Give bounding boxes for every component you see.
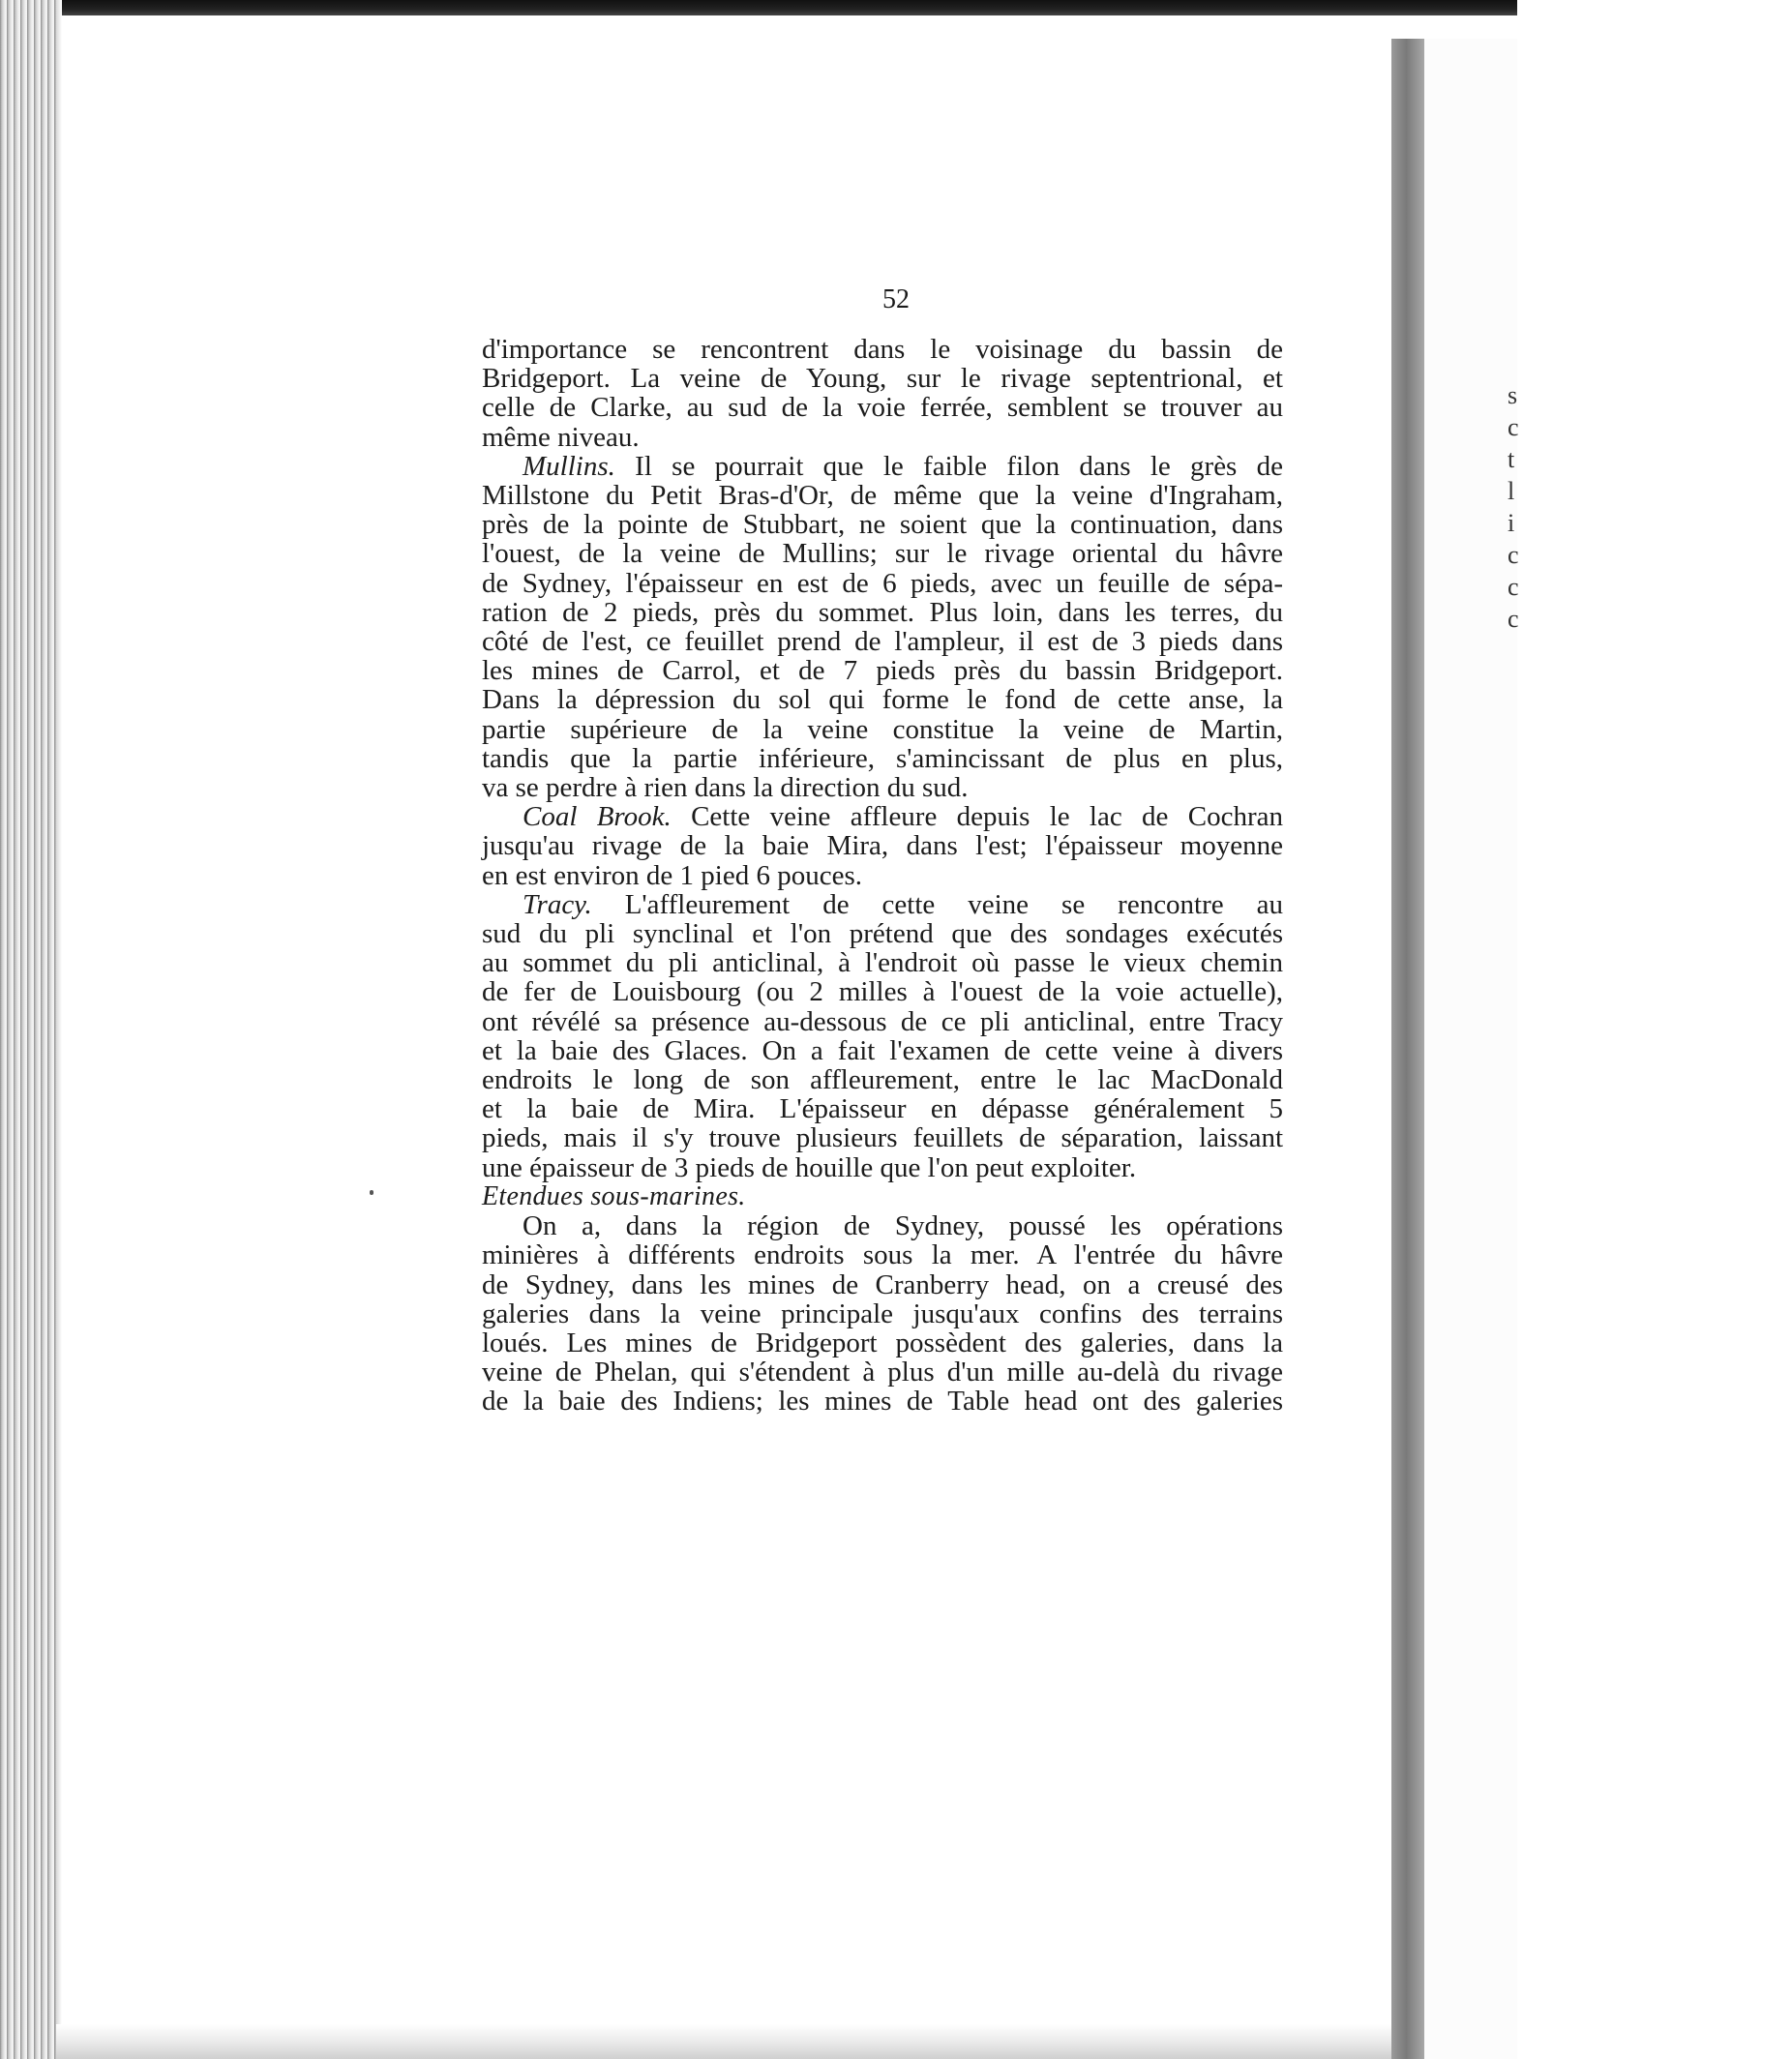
facing-edge-letter: s xyxy=(1508,381,1518,409)
text-line: Tracy. L'affleurement de cette veine se rencontre au xyxy=(523,888,1283,920)
facing-edge-letter: i xyxy=(1508,509,1515,537)
text-line: Dans la dépression du sol qui forme le fond de cette anse, la xyxy=(482,684,1283,716)
facing-edge-letter: c xyxy=(1508,413,1519,441)
paragraph xyxy=(482,1211,1283,1416)
book-gutter xyxy=(1391,39,1424,2059)
paragraph-list xyxy=(482,335,1283,1182)
paragraph xyxy=(482,335,1283,452)
text-line: Coal Brook. Cette veine affleure depuis le lac de Cochran xyxy=(523,801,1283,833)
lead-italic-term: Tracy. xyxy=(523,888,592,920)
text-line: celle de Clarke, au sud de la voie ferrée, semblent se trouver au xyxy=(482,392,1283,424)
text-line: ration de 2 pieds, près du sommet. Plus loin, dans les terres, du xyxy=(482,596,1283,628)
text-line: l'ouest, de la veine de Mullins; sur le rivage oriental du hâvre xyxy=(482,538,1283,570)
text-line: partie supérieure de la veine constitue la veine de Martin, xyxy=(482,713,1283,745)
text-line: les mines de Carrol, et de 7 pieds près du bassin Bridgeport. xyxy=(482,655,1283,687)
text-line: même niveau. xyxy=(482,421,640,453)
text-line: loués. Les mines de Bridgeport possèdent des galeries, dans la xyxy=(482,1327,1283,1358)
text-line: On a, dans la région de Sydney, poussé les opérations xyxy=(523,1210,1283,1242)
stray-ink-mark xyxy=(370,1190,373,1195)
text-line: galeries dans la veine principale jusqu'aux confins des terrains xyxy=(482,1298,1283,1329)
text-line: jusqu'au rivage de la baie Mira, dans l'est; l'épaisseur moyenne xyxy=(482,830,1283,862)
lead-italic-term: Mullins. xyxy=(523,450,615,482)
facing-edge-letter: c xyxy=(1508,541,1519,569)
paragraph xyxy=(482,890,1283,1182)
paragraph xyxy=(482,452,1283,802)
text-line: tandis que la partie inférieure, s'amincissant de plus en plus, xyxy=(482,742,1283,774)
text-line: Mullins. Il se pourrait que le faible filon dans le grès de xyxy=(523,450,1283,482)
text-line: au sommet du pli anticlinal, à l'endroit où passe le vieux chemin xyxy=(482,947,1283,979)
text-line: en est environ de 1 pied 6 pouces. xyxy=(482,859,863,891)
facing-page xyxy=(1424,39,1517,2059)
text-line: de la baie des Indiens; les mines de Table head ont des galeries xyxy=(482,1386,1283,1417)
text-line: de Sydney, l'épaisseur en est de 6 pieds, avec un feuille de sépa- xyxy=(482,567,1283,599)
text-line: de Sydney, dans les mines de Cranberry head, on a creusé des xyxy=(482,1268,1283,1300)
lead-italic-term: Coal Brook. xyxy=(523,801,672,833)
section-heading: Etendues sous-marines. xyxy=(482,1180,746,1211)
text-line: va se perdre à rien dans la direction du sud. xyxy=(482,772,969,804)
text-line: veine de Phelan, qui s'étendent à plus d'un mille au-delà du rivage xyxy=(482,1357,1283,1388)
page-number: 52 xyxy=(882,284,910,314)
facing-page-edge-letters xyxy=(1508,379,1519,635)
facing-edge-letter: l xyxy=(1508,477,1515,505)
text-line: Millstone du Petit Bras-d'Or, de même que la veine d'Ingraham, xyxy=(482,480,1283,512)
facing-edge-letter: c xyxy=(1508,605,1519,633)
text-line: côté de l'est, ce feuillet prend de l'ampleur, il est de 3 pieds dans xyxy=(482,626,1283,658)
text-line: pieds, mais il s'y trouve plusieurs feuillets de séparation, laissant xyxy=(482,1122,1283,1154)
paragraph xyxy=(482,802,1283,890)
section-body xyxy=(482,1211,1283,1416)
scan-top-edge xyxy=(0,0,1517,15)
text-line: et la baie de Mira. L'épaisseur en dépasse généralement 5 xyxy=(482,1093,1283,1125)
page-bottom-shadow xyxy=(56,2024,1391,2059)
page-body xyxy=(482,335,1283,1417)
text-line: ont révélé sa présence au-dessous de ce pli anticlinal, entre Tracy xyxy=(482,1005,1283,1037)
text-line: endroits le long de son affleurement, entre le lac MacDonald xyxy=(482,1064,1283,1096)
text-line: sud du pli synclinal et l'on prétend que des sondages exécutés xyxy=(482,918,1283,950)
text-line: de fer de Louisbourg (ou 2 milles à l'ouest de la voie actuelle), xyxy=(482,976,1283,1008)
text-line: près de la pointe de Stubbart, ne soient que la continuation, dans xyxy=(482,509,1283,541)
text-line: minières à différents endroits sous la mer. A l'entrée du hâvre xyxy=(482,1239,1283,1271)
facing-edge-letter: t xyxy=(1508,445,1515,473)
text-line: Bridgeport. La veine de Young, sur le rivage septentrional, et xyxy=(482,363,1283,395)
text-line: et la baie des Glaces. On a fait l'examen de cette veine à divers xyxy=(482,1034,1283,1066)
facing-edge-letter: c xyxy=(1508,573,1519,601)
text-line: une épaisseur de 3 pieds de houille que l'on peut exploiter. xyxy=(482,1151,1137,1183)
text-line: d'importance se rencontrent dans le voisinage du bassin de xyxy=(482,334,1283,365)
